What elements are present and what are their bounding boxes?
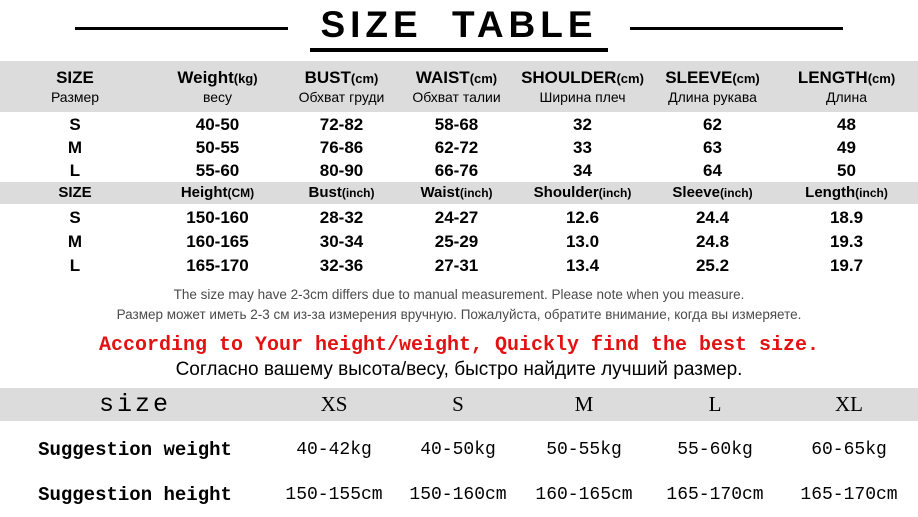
column-unit: (inch): [341, 186, 375, 200]
column-header-size: [0, 182, 150, 204]
size-table-cm-body: [0, 113, 918, 182]
row-label: Suggestion height: [38, 484, 232, 506]
table-cell: 55-60: [195, 161, 240, 180]
column-sublabel: Размер: [50, 89, 100, 105]
column-header-size: size: [98, 390, 171, 419]
table-cell: 72-82: [319, 115, 364, 134]
table-cell: 60-65kg: [811, 440, 887, 460]
table-cell: 80-90: [319, 161, 364, 180]
table-cell: 28-32: [319, 208, 364, 227]
column-unit: (inch): [459, 186, 493, 200]
title-rule-left: [75, 27, 288, 30]
column-sublabel: Длина рукава: [668, 89, 757, 105]
table-cell: 33: [573, 138, 592, 157]
column-label: Sleeve: [672, 184, 720, 201]
column-header-l: L: [708, 392, 722, 416]
column-header-xl: XL: [835, 392, 863, 416]
table-row: [0, 136, 918, 159]
table-cell: 13.0: [565, 232, 600, 251]
column-label: Waist: [420, 184, 460, 201]
title-rule-right: [630, 27, 843, 30]
table-cell: 13.4: [565, 256, 600, 275]
page-title: SIZE TABLE: [310, 5, 607, 52]
column-label: Height: [180, 184, 228, 201]
table-cell: 12.6: [565, 208, 600, 227]
table-row: [0, 159, 918, 182]
table-cell: 40-50: [195, 115, 240, 134]
table-cell: 49: [837, 138, 856, 157]
table-cell: 19.3: [829, 232, 864, 251]
column-unit: (cm): [867, 71, 896, 86]
table-cell: 58-68: [434, 115, 479, 134]
table-cell: M: [67, 138, 83, 157]
table-cell: S: [69, 115, 81, 134]
column-header-m: M: [574, 392, 594, 416]
table-cell: 50-55kg: [546, 440, 622, 460]
column-label: Length: [805, 184, 856, 201]
table-cell: 18.9: [829, 208, 864, 227]
table-cell: 55-60kg: [677, 440, 753, 460]
column-header-waist: [398, 61, 515, 112]
table-cell: 24.8: [695, 232, 730, 251]
column-header-height: [150, 182, 285, 204]
measurement-note-ru: Размер может иметь 2-3 см из-за измерения вручную. Пожалуйста, обратите внимание, когда вы измеряете.: [116, 307, 802, 322]
column-sublabel: Длина: [826, 89, 867, 105]
column-sublabel: Обхват груди: [298, 89, 385, 105]
column-label: Weight: [177, 68, 234, 87]
table-cell: 19.7: [829, 256, 864, 275]
size-table-inch-body: [0, 206, 918, 278]
column-label: WAIST: [415, 68, 470, 87]
table-cell: 165-170cm: [666, 485, 764, 505]
size-table-cm-header: [0, 61, 918, 112]
column-unit: (cm): [616, 71, 644, 86]
table-cell: 25-29: [434, 232, 479, 251]
table-cell: 50: [837, 161, 856, 180]
column-unit: (inch): [598, 186, 632, 200]
column-header-bust: [285, 182, 398, 204]
column-header-size: [0, 61, 150, 112]
table-cell: 30-34: [319, 232, 364, 251]
title-row: [0, 3, 918, 50]
column-sublabel: Ширина плеч: [539, 89, 626, 105]
table-cell: 24-27: [434, 208, 479, 227]
column-label: BUST: [304, 68, 351, 87]
table-cell: 150-160: [186, 208, 249, 227]
column-label: SIZE: [56, 68, 94, 87]
column-header-sleeve: [650, 182, 775, 204]
table-cell: M: [67, 232, 83, 251]
column-label: Shoulder: [533, 184, 599, 201]
column-header-shoulder: [515, 61, 650, 112]
table-cell: L: [69, 256, 81, 275]
table-cell: 150-160cm: [409, 485, 507, 505]
column-unit: (cm): [469, 71, 498, 86]
table-cell: 25.2: [695, 256, 730, 275]
table-cell: 24.4: [695, 208, 730, 227]
table-row: [0, 436, 918, 464]
measurement-note-en: The size may have 2-3cm differs due to manual measurement. Please note when you measure.: [173, 287, 745, 302]
column-header-s: S: [452, 392, 464, 416]
table-cell: 40-50kg: [420, 440, 496, 460]
table-cell: 62: [703, 115, 722, 134]
column-sublabel: весу: [202, 89, 233, 105]
column-label: Bust: [308, 184, 342, 201]
column-label: LENGTH: [797, 68, 868, 87]
table-cell: 165-170: [186, 256, 249, 275]
table-cell: S: [69, 208, 81, 227]
table-row: [0, 206, 918, 230]
table-cell: 63: [703, 138, 722, 157]
column-header-bust: [285, 61, 398, 112]
table-cell: 50-55: [195, 138, 240, 157]
suggestion-table-header: [0, 388, 918, 421]
find-size-callout-en: According to Your height/weight, Quickly find the best size.: [98, 334, 820, 357]
column-header-xs: XS: [320, 392, 348, 416]
table-cell: 150-155cm: [285, 485, 383, 505]
column-unit: (inch): [719, 186, 753, 200]
column-header-sleeve: [650, 61, 775, 112]
column-unit: (inch): [855, 186, 888, 200]
row-label: Suggestion weight: [38, 439, 232, 461]
column-label: SLEEVE: [665, 68, 733, 87]
table-row: [0, 230, 918, 254]
table-cell: 27-31: [434, 256, 479, 275]
column-header-length: [775, 182, 918, 204]
column-sublabel: Обхват талии: [412, 89, 501, 105]
column-header-length: [775, 61, 918, 112]
column-unit: (cm): [732, 71, 760, 86]
table-cell: 32: [573, 115, 592, 134]
column-unit: (cm): [350, 71, 379, 86]
column-unit: (kg): [233, 71, 258, 86]
table-cell: 76-86: [319, 138, 364, 157]
column-label: SIZE: [58, 184, 92, 201]
column-header-waist: [398, 182, 515, 204]
column-unit: (CM): [227, 186, 255, 200]
table-cell: 66-76: [434, 161, 479, 180]
table-cell: 160-165: [186, 232, 249, 251]
table-cell: 165-170cm: [800, 485, 898, 505]
find-size-callout-ru: Согласно вашему высота/весу, быстро найдите лучший размер.: [175, 359, 743, 380]
table-row: [0, 113, 918, 136]
size-table-inch-header: [0, 182, 918, 204]
table-cell: 40-42kg: [296, 440, 372, 460]
table-row: [0, 481, 918, 509]
table-cell: 48: [837, 115, 856, 134]
table-cell: 64: [703, 161, 722, 180]
table-cell: 160-165cm: [535, 485, 633, 505]
table-cell: L: [69, 161, 81, 180]
table-cell: 62-72: [434, 138, 479, 157]
column-header-weight: [150, 61, 285, 112]
table-cell: 34: [573, 161, 592, 180]
column-label: SHOULDER: [521, 68, 617, 87]
column-header-shoulder: [515, 182, 650, 204]
table-cell: 32-36: [319, 256, 364, 275]
table-row: [0, 254, 918, 278]
